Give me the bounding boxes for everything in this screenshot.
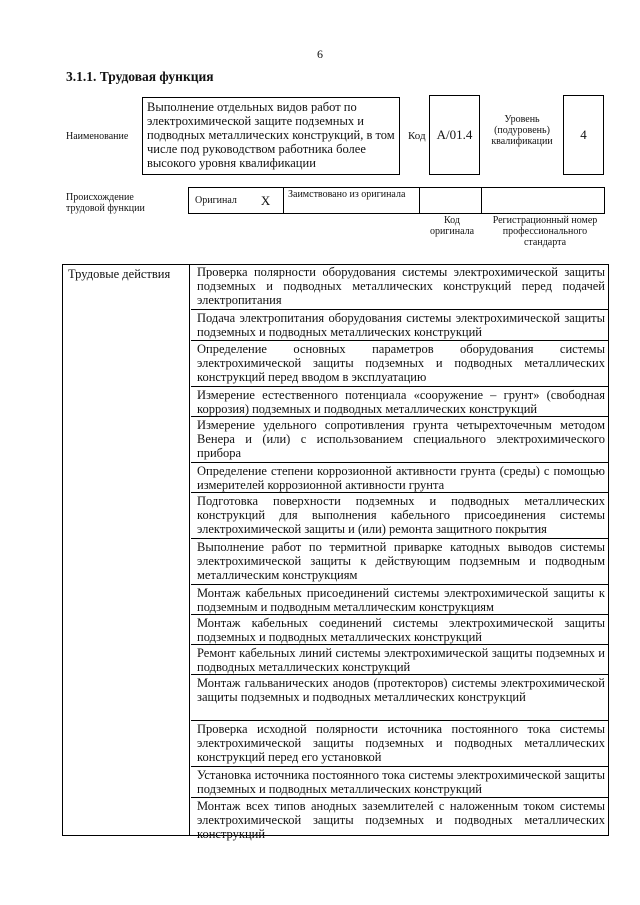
action-item: Монтаж всех типов анодных заземлителей с наложенным током системы электрохимической защиты подземных и подводных металлических конструкций — [197, 799, 605, 842]
original-mark: X — [260, 192, 271, 208]
name-label: Наименование — [66, 131, 129, 142]
action-item: Монтаж кабельных соединений системы электрохимической защиты подземных и подводных металлических конструкций — [191, 615, 609, 645]
action-item: Подготовка поверхности подземных и подводных металлических конструкций для выполнения кабельного присоединения системы электрохимической защиты и (или) ремонта защитного покрытия — [191, 493, 609, 539]
reg-caption: Регистрационный номер профессионального стандарта — [492, 215, 598, 248]
code-caption: Код оригинала — [429, 215, 475, 237]
action-item: Измерение удельного сопротивления грунта четырехточечным методом Венера и (или) с использованием специального электрохимического прибора — [191, 417, 609, 463]
function-name-value: Выполнение отдельных видов работ по электрохимической защите подземных и подводных металлических конструкций, в том числе под руководством работника более высокого уровня квалификации — [147, 100, 395, 170]
actions-list — [191, 264, 609, 842]
original-label: Оригинал — [195, 195, 237, 206]
code-value: A/01.4 — [436, 127, 473, 142]
borrowed-cell — [283, 187, 420, 214]
action-item: Ремонт кабельных линий системы электрохимической защиты подземных и подводных металлических конструкций — [191, 645, 609, 675]
original-cell — [188, 187, 284, 214]
code-box — [429, 95, 480, 175]
level-label: Уровень (подуровень) квалификации — [491, 114, 553, 147]
actions-label-cell — [62, 264, 190, 836]
level-box — [563, 95, 604, 175]
level-value: 4 — [580, 127, 587, 142]
action-item: Выполнение работ по термитной приварке катодных выводов системы электрохимической защиты к действующим подземным и подводным металлическим конструкциям — [191, 539, 609, 585]
section-title: 3.1.1. Трудовая функция — [66, 69, 214, 84]
actions-label: Трудовые действия — [68, 267, 171, 281]
action-item: Установка источника постоянного тока системы электрохимической защиты подземных и подводных металлических конструкций — [191, 767, 609, 798]
borrowed-label: Заимствовано из оригинала — [288, 189, 406, 200]
action-item: Проверка исходной полярности источника постоянного тока системы электрохимической защиты подземных и подводных металлических конструкций перед его установкой — [191, 721, 609, 767]
action-item: Монтаж кабельных присоединений системы электрохимической защиты к подземным и подводным металлическим конструкциям — [191, 585, 609, 615]
origin-label: Происхождение трудовой функции — [66, 192, 145, 214]
original-code-cell — [419, 187, 482, 214]
action-item: Измерение естественного потенциала «сооружение – грунт» (свободная коррозия) подземных и подводных металлических конструкций — [191, 387, 609, 417]
action-item: Определение степени коррозионной активности грунта (среды) с помощью измерителей коррозионной активности грунта — [191, 463, 609, 493]
action-item: Определение основных параметров оборудования системы электрохимической защиты подземных и подводных металлических конструкций перед вводом в эксплуатацию — [191, 341, 609, 387]
action-item: Проверка полярности оборудования системы электрохимической защиты подземных и подводных металлических конструкций перед подачей электропитания — [191, 264, 609, 310]
action-item: Монтаж гальванических анодов (протекторов) системы электрохимической защиты подземных и подводных металлических конструкций — [191, 675, 609, 721]
code-label: Код — [408, 130, 426, 142]
origin-cells — [188, 187, 605, 214]
function-name-box — [142, 97, 400, 175]
page-number: 6 — [317, 47, 323, 61]
action-item: Подача электропитания оборудования системы электрохимической защиты подземных и подводных металлических конструкций — [191, 310, 609, 341]
reg-number-cell — [481, 187, 605, 214]
